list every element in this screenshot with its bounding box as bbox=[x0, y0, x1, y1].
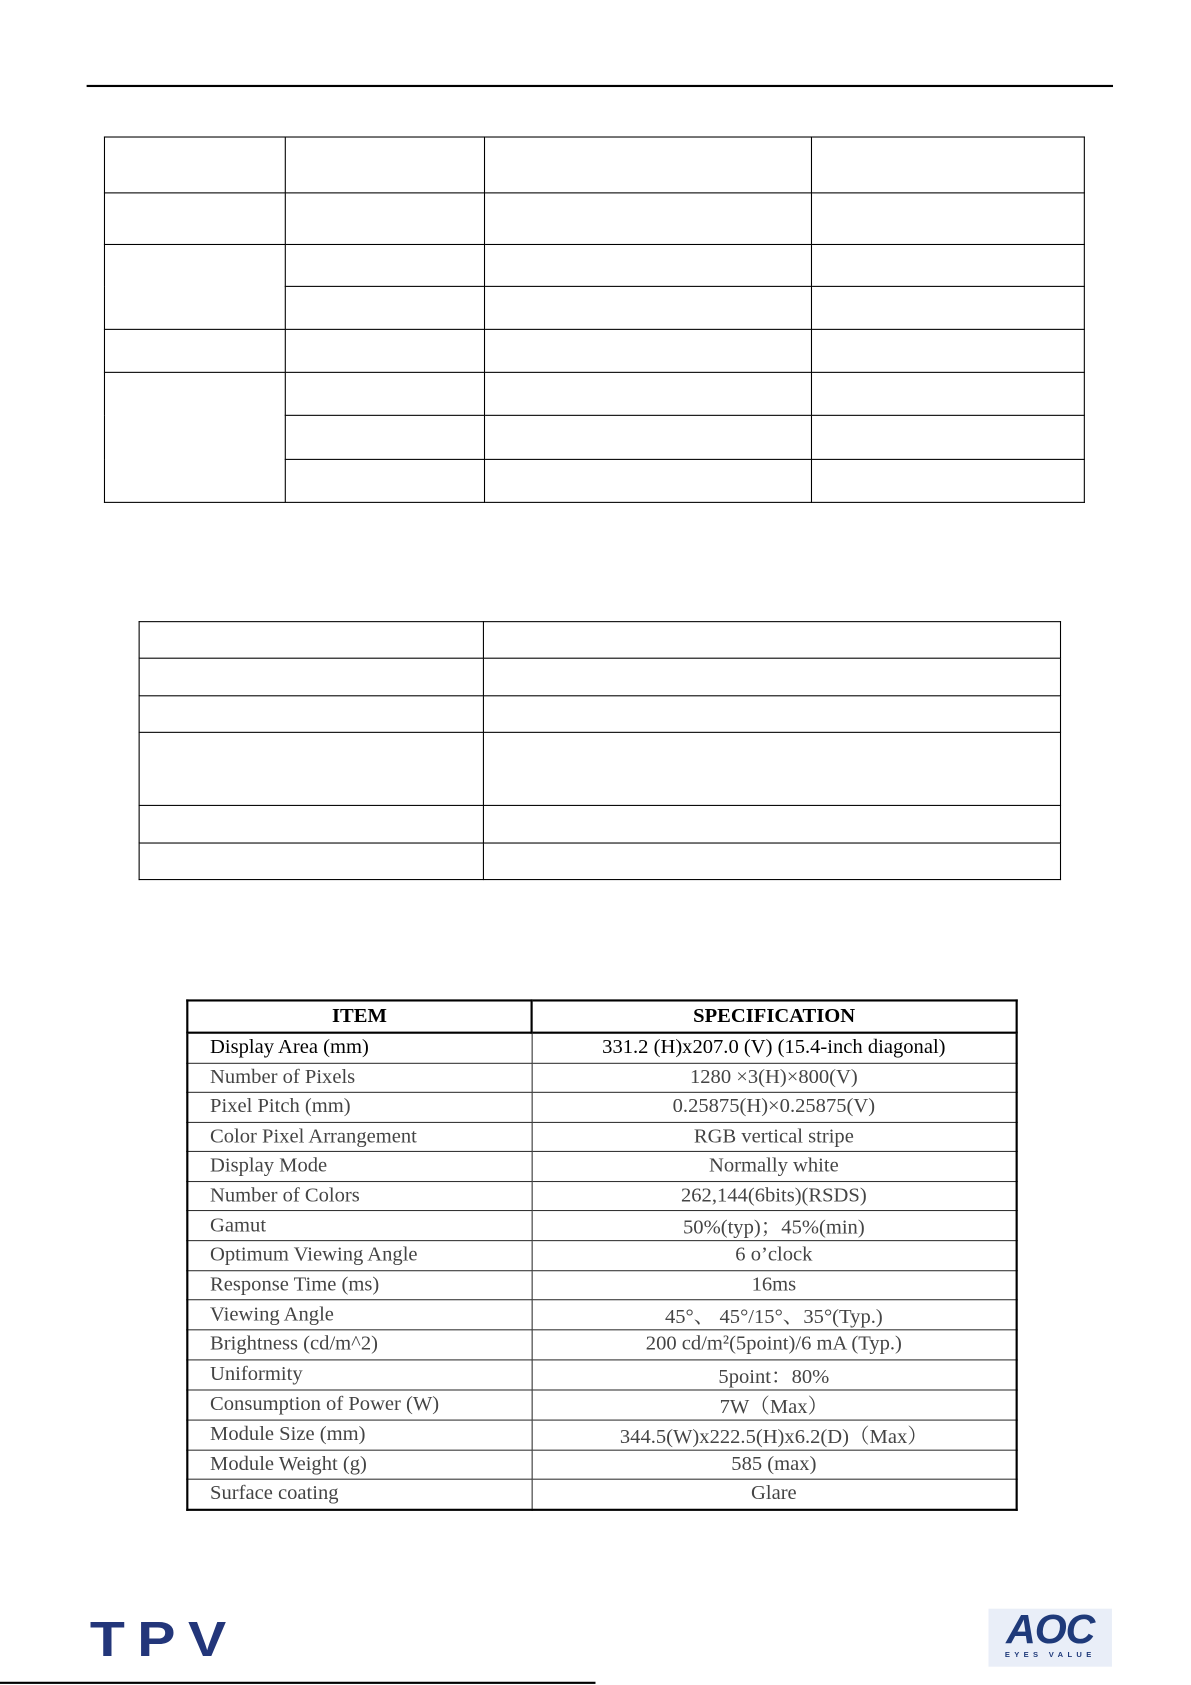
empty-table-2 bbox=[139, 621, 1061, 880]
spec-cell: Glare bbox=[532, 1479, 1017, 1509]
spec-cell: 5point：80% bbox=[532, 1359, 1017, 1389]
table-row bbox=[187, 1479, 1016, 1509]
table-row bbox=[187, 1181, 1016, 1211]
item-cell: Display Mode bbox=[187, 1151, 531, 1181]
spec-cell: 45°、 45°/15°、35°(Typ.) bbox=[532, 1300, 1017, 1330]
table-row bbox=[187, 1092, 1016, 1122]
table-row bbox=[187, 1270, 1016, 1300]
spec-cell: 16ms bbox=[532, 1270, 1017, 1300]
aoc-logo bbox=[989, 1609, 1112, 1667]
table-row bbox=[187, 1420, 1016, 1450]
spec-cell: 0.25875(H)×0.25875(V) bbox=[532, 1092, 1017, 1122]
item-cell: Optimum Viewing Angle bbox=[187, 1241, 531, 1271]
item-cell: Module Size (mm) bbox=[187, 1420, 531, 1450]
table-row bbox=[187, 1359, 1016, 1389]
header-rule bbox=[87, 85, 1113, 87]
aoc-logo-tagline: EYES VALUE bbox=[1004, 1651, 1096, 1660]
item-cell: Brightness (cd/m^2) bbox=[187, 1330, 531, 1360]
table-row bbox=[187, 1450, 1016, 1480]
item-cell: Module Weight (g) bbox=[187, 1450, 531, 1480]
spec-table-header bbox=[187, 1000, 1016, 1032]
spec-cell: 331.2 (H)x207.0 (V) (15.4-inch diagonal) bbox=[532, 1033, 1017, 1063]
spec-table bbox=[186, 999, 1018, 1510]
item-cell: Number of Pixels bbox=[187, 1063, 531, 1093]
spec-cell: 1280 ×3(H)×800(V) bbox=[532, 1063, 1017, 1093]
header-specification: SPECIFICATION bbox=[532, 1000, 1017, 1032]
item-cell: Pixel Pitch (mm) bbox=[187, 1092, 531, 1122]
header-item: ITEM bbox=[187, 1000, 531, 1032]
table-row bbox=[187, 1300, 1016, 1330]
table-row bbox=[187, 1241, 1016, 1271]
item-cell: Color Pixel Arrangement bbox=[187, 1122, 531, 1152]
table-row bbox=[187, 1330, 1016, 1360]
table-row bbox=[187, 1389, 1016, 1419]
item-cell: Surface coating bbox=[187, 1479, 531, 1509]
footer-rule bbox=[0, 1682, 595, 1684]
empty-table-1 bbox=[104, 136, 1085, 502]
spec-cell: 7W（Max） bbox=[532, 1389, 1017, 1419]
spec-cell: Normally white bbox=[532, 1151, 1017, 1181]
item-cell: Viewing Angle bbox=[187, 1300, 531, 1330]
table-row bbox=[187, 1211, 1016, 1241]
table-row bbox=[187, 1063, 1016, 1093]
spec-cell: RGB vertical stripe bbox=[532, 1122, 1017, 1152]
table-row bbox=[187, 1033, 1016, 1063]
spec-cell: 50%(typ)；45%(min) bbox=[532, 1211, 1017, 1241]
tpv-logo: TPV bbox=[89, 1610, 239, 1667]
spec-cell: 585 (max) bbox=[532, 1450, 1017, 1480]
spec-cell: 6 o’clock bbox=[532, 1241, 1017, 1271]
spec-cell: 200 cd/m²(5point)/6 mA (Typ.) bbox=[532, 1330, 1017, 1360]
item-cell: Consumption of Power (W) bbox=[187, 1389, 531, 1419]
item-cell: Number of Colors bbox=[187, 1181, 531, 1211]
table-row bbox=[187, 1151, 1016, 1181]
table-row bbox=[187, 1122, 1016, 1152]
item-cell: Response Time (ms) bbox=[187, 1270, 531, 1300]
item-cell: Display Area (mm) bbox=[187, 1033, 531, 1063]
spec-cell: 262,144(6bits)(RSDS) bbox=[532, 1181, 1017, 1211]
item-cell: Gamut bbox=[187, 1211, 531, 1241]
item-cell: Uniformity bbox=[187, 1359, 531, 1389]
aoc-logo-text: AOC bbox=[1006, 1607, 1095, 1653]
spec-cell: 344.5(W)x222.5(H)x6.2(D)（Max） bbox=[532, 1420, 1017, 1450]
